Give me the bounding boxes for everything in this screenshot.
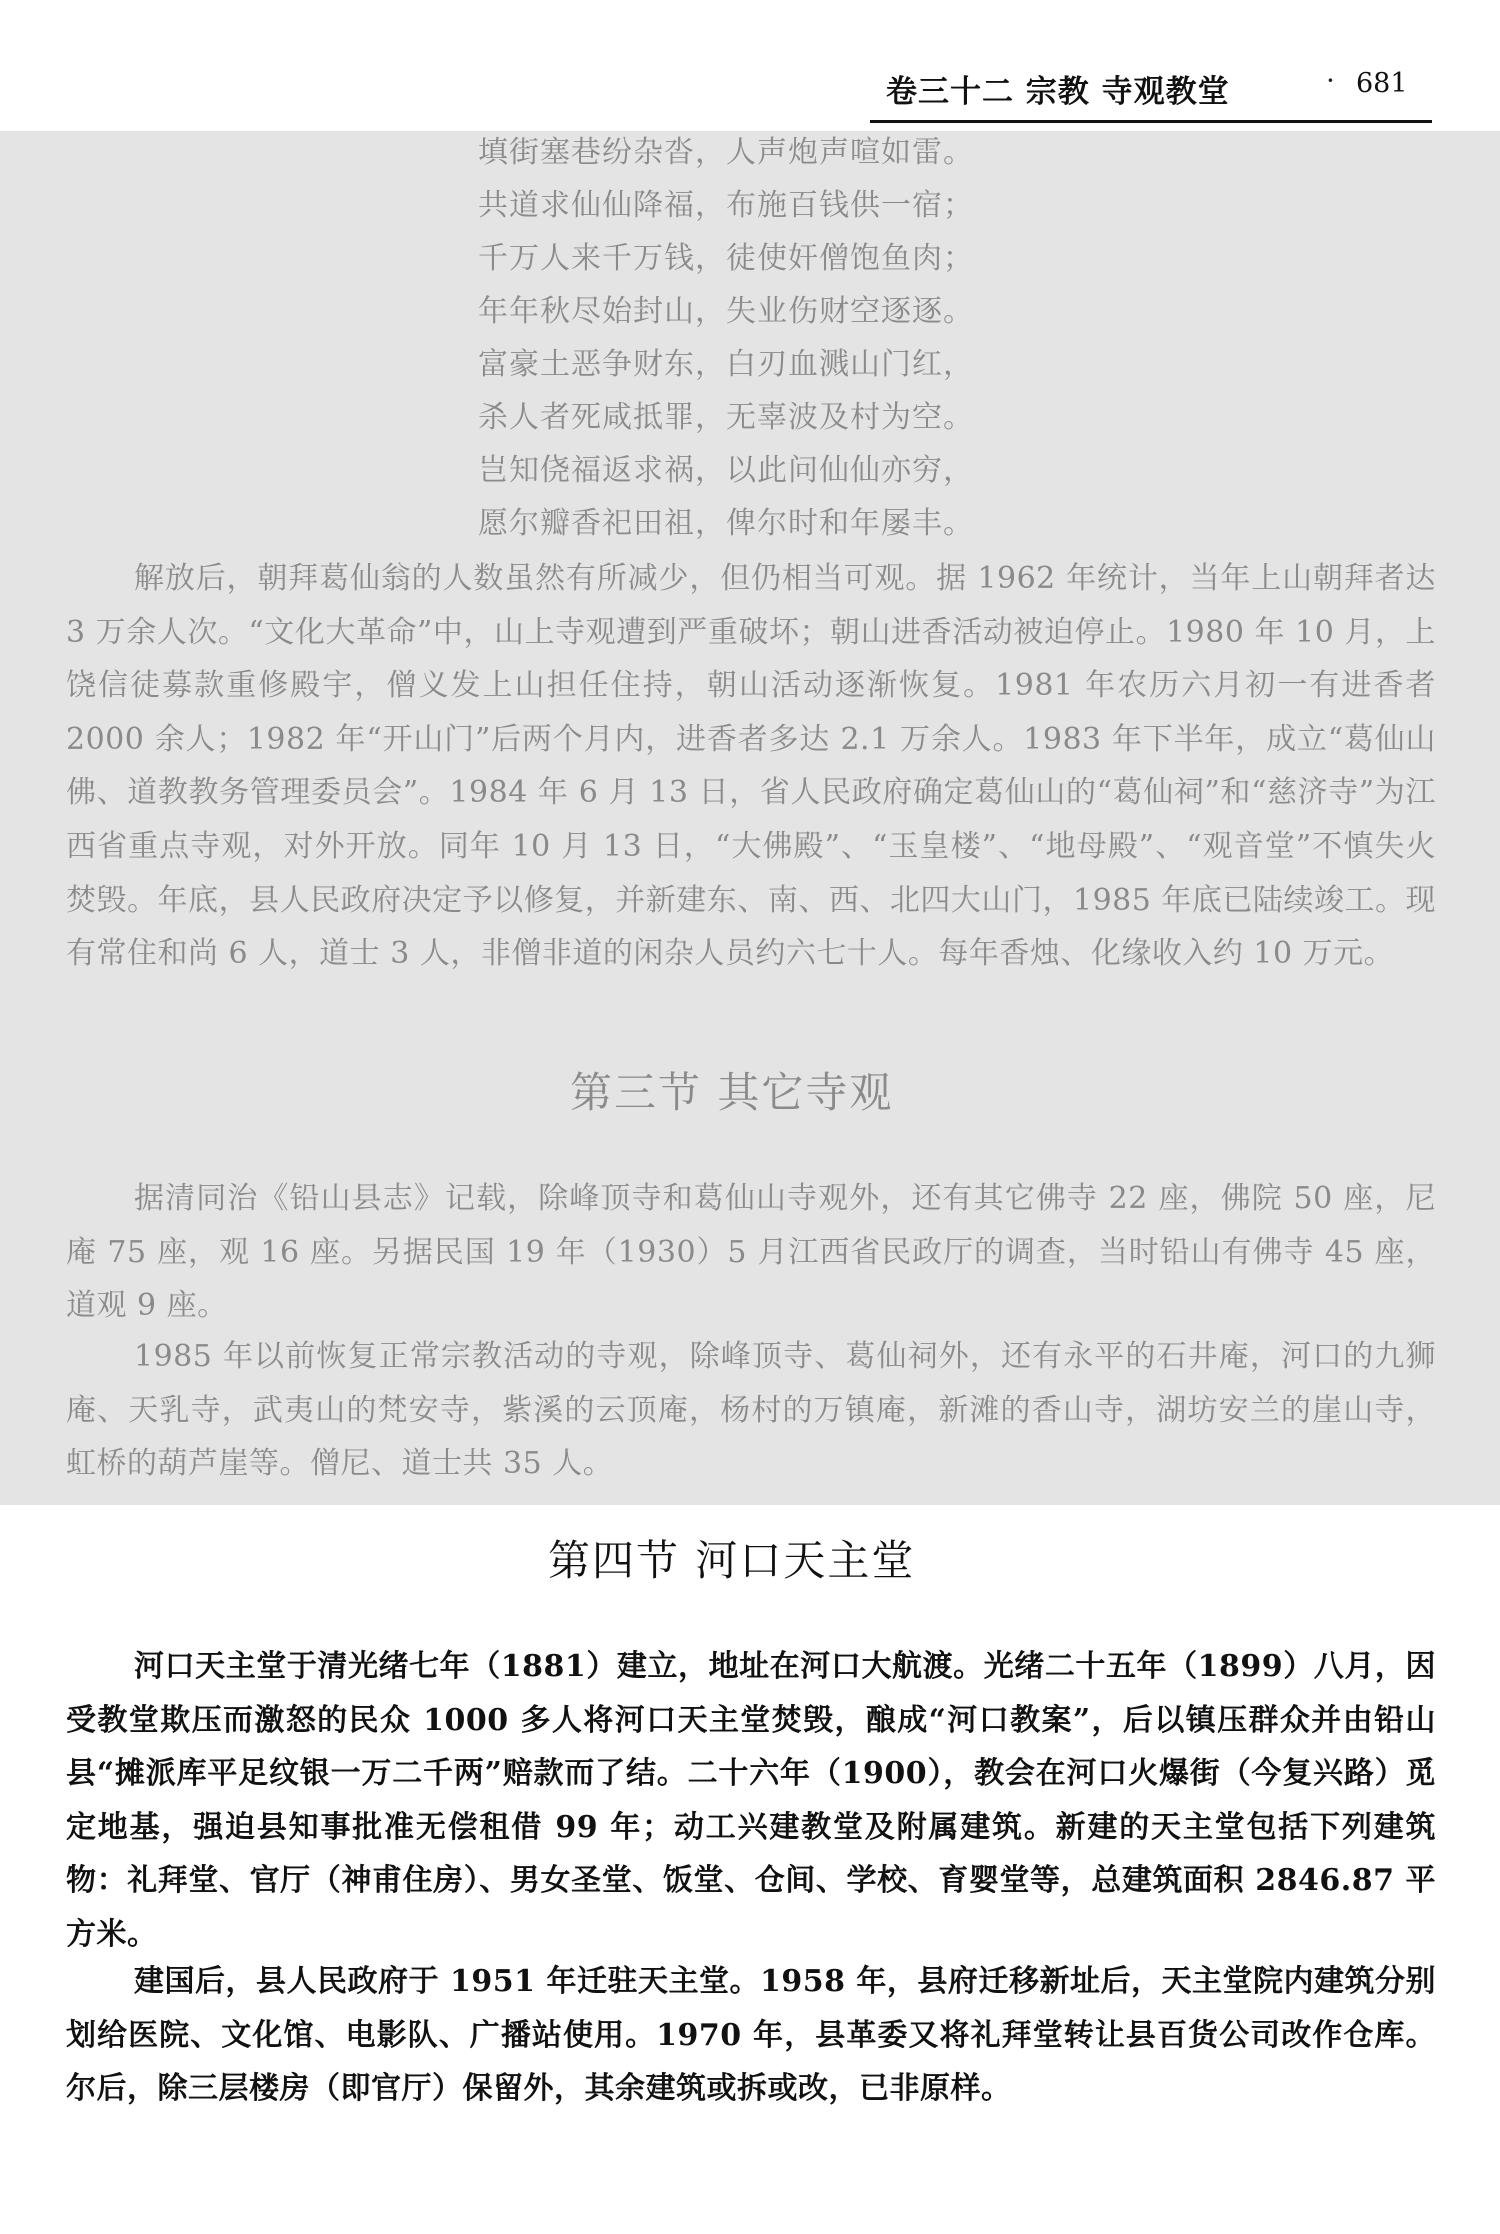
poem-line: 千万人来千万钱，徒使奸僧饱鱼肉； xyxy=(478,241,974,276)
running-title: 卷三十二 宗教 寺观教堂 xyxy=(886,74,1230,110)
poem-line: 岂知侥福返求祸，以此问仙仙亦穷， xyxy=(478,453,974,488)
poem-line: 杀人者死咸抵罪，无辜波及村为空。 xyxy=(478,400,974,435)
poem-line: 年年秋尽始封山，失业伤财空逐逐。 xyxy=(478,294,974,329)
poem-block xyxy=(478,126,974,550)
section-3-heading: 第三节 其它寺观 xyxy=(570,1068,894,1117)
poem-line: 填街塞巷纷杂沓，人声炮声喧如雷。 xyxy=(478,135,974,170)
page-number: 681 xyxy=(1356,68,1408,99)
page-header xyxy=(0,0,1500,128)
section-4-heading: 第四节 河口天主堂 xyxy=(548,1536,916,1585)
poem-line: 富豪土恶争财东，白刃血溅山门红， xyxy=(478,347,974,382)
paragraph-liberation: 解放后，朝拜葛仙翁的人数虽然有所减少，但仍相当可观。据 1962 年统计，当年上山朝拜者达 3 万余人次。“文化大革命”中，山上寺观遭到严重破坏；朝山进香活动被迫停止。1980 年 10 月，上饶信徒募款重修殿宇，僧义发上山担任住持，朝山活动逐渐恢复。1981 年农历六月初一有进香者 2000 余人；1982 年“开山门”后两个月内，进香者多达 2.1 万余人。1983 年下半年，成立“葛仙山佛、道教教务管理委员会”。1984 年 6 月 13 日，省人民政府确定葛仙山的“葛仙祠”和“慈济寺”为江西省重点寺观，对外开放。同年 10 月 13 日，“大佛殿”、“玉皇楼”、“地母殿”、“观音堂”不慎失火焚毁。年底，县人民政府决定予以修复，并新建东、南、西、北四大山门，1985 年底已陆续竣工。现有常住和尚 6 人，道士 3 人，非僧非道的闲杂人员约六七十人。每年香烛、化缘收入约 10 万元。 xyxy=(66,561,1436,972)
section-3-paragraph-1: 据清同治《铅山县志》记载，除峰顶寺和葛仙山寺观外，还有其它佛寺 22 座，佛院 50 座，尼庵 75 座，观 16 座。另据民国 19 年（1930）5 月江西省民政厅的调查，当时铅山有佛寺 45 座，道观 9 座。 xyxy=(66,1181,1436,1324)
section-4-paragraph-1: 河口天主堂于清光绪七年（1881）建立，地址在河口大航渡。光绪二十五年（1899）八月，因受教堂欺压而激怒的民众 1000 多人将河口天主堂焚毁，酿成“河口教案”，后以镇压群众并由铅山县“摊派库平足纹银一万二千两”赔款而了结。二十六年（1900），教会在河口火爆街（今复兴路）觅定地基，强迫县知事批准无偿租借 99 年；动工兴建教堂及附属建筑。新建的天主堂包括下列建筑物：礼拜堂、官厅（神甫住房）、男女圣堂、饭堂、仓间、学校、育婴堂等，总建筑面积 2846.87 平方米。 xyxy=(66,1649,1436,1952)
section-4-paragraph-2: 建国后，县人民政府于 1951 年迁驻天主堂。1958 年，县府迁移新址后，天主堂院内建筑分别划给医院、文化馆、电影队、广播站使用。1970 年，县革委又将礼拜堂转让县百货公司改作仓库。尔后，除三层楼房（即官厅）保留外，其余建筑或拆或改，已非原样。 xyxy=(66,1964,1436,2107)
poem-line: 共道求仙仙降福，布施百钱供一宿； xyxy=(478,188,974,223)
section-3-paragraph-2: 1985 年以前恢复正常宗教活动的寺观，除峰顶寺、葛仙祠外，还有永平的石井庵，河口的九狮庵、天乳寺，武夷山的梵安寺，紫溪的云顶庵，杨村的万镇庵，新滩的香山寺，湖坊安兰的崖山寺，虹桥的葫芦崖等。僧尼、道士共 35 人。 xyxy=(66,1339,1436,1482)
header-dot: · xyxy=(1326,64,1335,97)
poem-line: 愿尔瓣香祀田祖，俾尔时和年屡丰。 xyxy=(478,506,974,541)
header-rule xyxy=(870,120,1432,123)
